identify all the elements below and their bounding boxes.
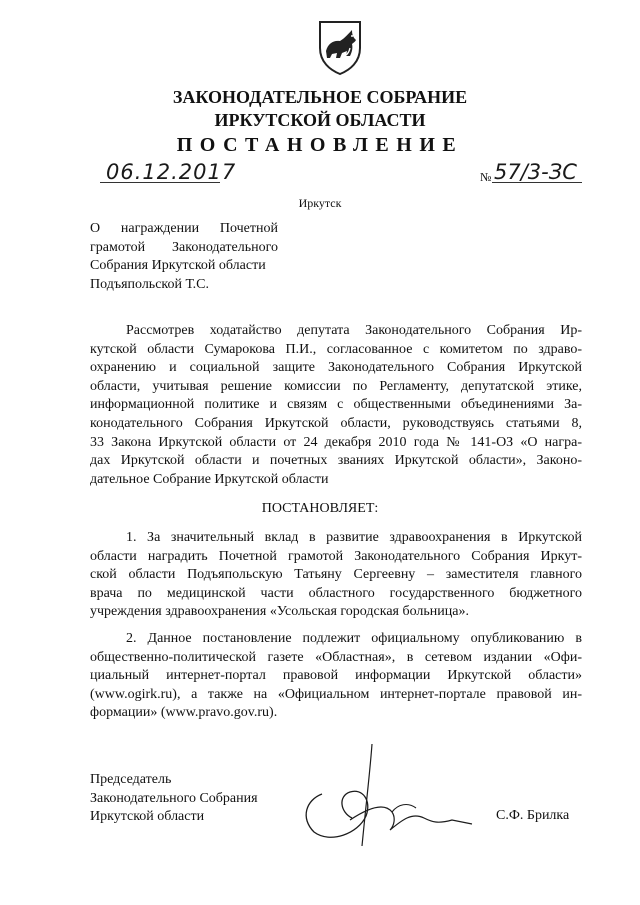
coat-of-arms-icon xyxy=(316,18,364,76)
preamble-line: информационной политике и связям с общественными объединениями За- xyxy=(90,397,582,413)
signatory-title-line: Иркутской области xyxy=(90,809,205,825)
handwritten-signature xyxy=(292,738,482,848)
subject-line: Собрания Иркутской области xyxy=(90,258,266,273)
organization-name-line2: ИРКУТСКОЙ ОБЛАСТИ xyxy=(214,110,426,130)
subject-line: О награждении Почетной xyxy=(90,221,278,236)
item-1-line: врача по медицинской части областного государственного бюджетного xyxy=(90,585,582,601)
item-1-line: учреждения здравоохранения «Усольская городская больница». xyxy=(90,604,469,620)
number-sign: № xyxy=(480,170,492,184)
document-number: 57/3-ЗС xyxy=(494,160,577,184)
preamble-line: охранению и социальной защите Законодательного Собрания Иркутской xyxy=(90,360,582,376)
preamble-line: дах Иркутской области и почетных званиях Иркутской области», Законо- xyxy=(90,453,582,469)
number-underline xyxy=(492,182,582,183)
document-subject xyxy=(90,220,278,294)
preamble-line: Рассмотрев ходатайство депутата Законодательного Собрания Ир- xyxy=(126,323,582,338)
item-2-line: общественно-политической газете «Областная», в сетевом издании «Офи- xyxy=(90,649,582,665)
item-1-line: 1. За значительный вклад в развитие здравоохранения в Иркутской xyxy=(126,530,582,545)
document-type-title: ПОСТАНОВЛЕНИЕ xyxy=(176,134,464,156)
preamble-line: конодательного Собрания Иркутской области, руководствуясь статьями 8, xyxy=(90,415,582,431)
item-2-line: циальный интернет-портал правовой информации Иркутской области» xyxy=(90,668,582,684)
item-2-paragraph xyxy=(90,630,582,723)
item-1-line: ской области Подъяпольскую Татьяну Сергеевну – заместителя главного xyxy=(90,567,582,583)
city-label: Иркутск xyxy=(298,196,342,210)
preamble-line: кутской области Сумарокова П.И., согласованное с комитетом по здраво- xyxy=(90,341,582,357)
signatory-title xyxy=(90,771,258,827)
subject-line: грамотой Законодательного xyxy=(90,239,278,255)
item-2-line: (www.ogirk.ru), а также на «Официальном интернет-портале правовой ин- xyxy=(90,686,582,702)
item-1-line: области наградить Почетной грамотой Законодательного Собрания Иркут- xyxy=(90,548,582,564)
item-1-paragraph xyxy=(90,529,582,622)
signatory-title-line: Законодательного Собрания xyxy=(90,790,258,806)
item-2-line: 2. Данное постановление подлежит официальному опубликованию в xyxy=(126,631,582,646)
date-underline xyxy=(100,182,220,183)
preamble-line: 33 Закона Иркутской области от 24 декабря 2010 года № 141-ОЗ «О награ- xyxy=(90,434,582,450)
preamble-line: дательное Собрание Иркутской области xyxy=(90,471,329,487)
signatory-name: С.Ф. Брилка xyxy=(496,808,570,823)
preamble-paragraph xyxy=(90,322,582,489)
organization-name-line1: ЗАКОНОДАТЕЛЬНОЕ СОБРАНИЕ xyxy=(172,87,468,107)
document-date: 06.12.2017 xyxy=(106,160,237,184)
resolves-heading: ПОСТАНОВЛЯЕТ: xyxy=(261,501,379,516)
item-2-line: формации» (www.pravo.gov.ru). xyxy=(90,705,278,721)
subject-line: Подъяпольской Т.С. xyxy=(90,276,209,292)
preamble-line: области, учитывая решение комиссии по Регламенту, депутатской этике, xyxy=(90,378,582,394)
signatory-title-line: Председатель xyxy=(90,772,172,787)
